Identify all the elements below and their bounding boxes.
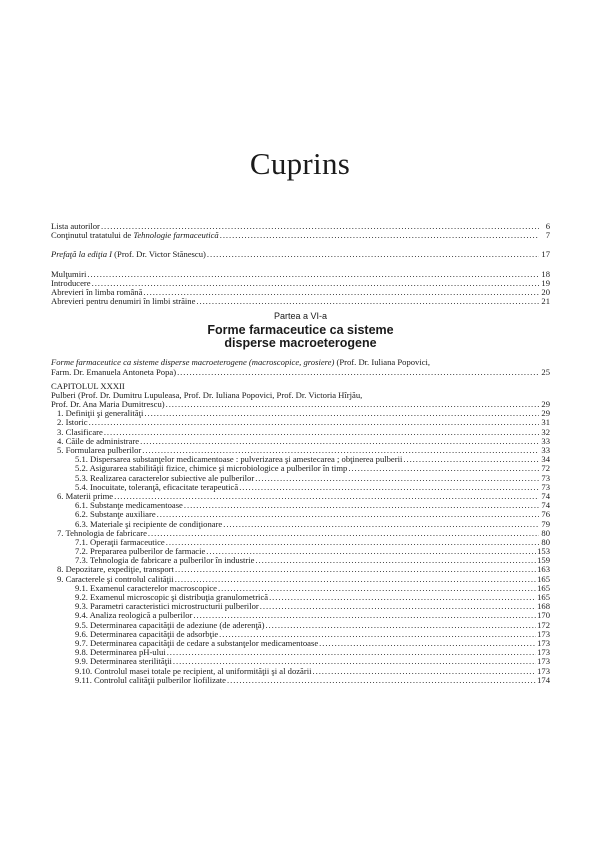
dot-leader (220, 231, 539, 240)
toc-entry-label: 4. Căile de administrare (57, 435, 140, 446)
dot-leader (196, 297, 539, 306)
dot-leader (175, 575, 536, 584)
chapter-entries (51, 409, 550, 685)
toc-entry-label: 6.3. Materiale şi recipiente de condiţionare (75, 518, 223, 529)
dot-leader (207, 250, 539, 259)
toc-entry-page: 31 (541, 417, 550, 428)
toc-entry-label: 9.6. Determinarea capacităţii de adsorbţie (75, 628, 219, 639)
toc-entry-label: 6. Materii prime (57, 490, 114, 501)
toc-entry-page: 165 (537, 582, 550, 593)
toc-entry-page: 6 (545, 221, 550, 231)
part-intro-line: Forme farmaceutice ca sisteme disperse macroeterogene (macroscopice, grosiere) (Prof. Dr. Iuliana Popovici, (51, 357, 431, 368)
toc-entry-label: Farm. Dr. Emanuela Antoneta Popa) (51, 366, 177, 377)
toc-entry-label: 5.1. Dispersarea substanţelor medicamentoase : pulverizarea şi amestecarea ; obţinerea pulberii (75, 454, 403, 465)
toc-entry-page: 80 (541, 527, 550, 538)
toc-entry-label: 5.2. Asigurarea stabilităţii fizice, chimice şi microbiologice a pulberilor în timp (75, 463, 348, 474)
toc-entry-label: 8. Depozitare, expediţie, transport (57, 564, 174, 575)
toc-entry (51, 409, 550, 418)
toc-entry-page: 173 (537, 656, 550, 667)
toc-entry-label: 7.1. Operaţii farmaceutice (75, 536, 165, 547)
toc-entry-page: 20 (541, 286, 550, 297)
toc-entry-page: 173 (537, 637, 550, 648)
dot-leader (319, 639, 536, 648)
dot-leader (144, 409, 539, 418)
toc-entry-page: 29 (541, 408, 550, 419)
toc-entry-page: 73 (541, 481, 550, 492)
part-label: Partea a VI-a (273, 311, 328, 322)
toc-entry-label: 9. Caracterele şi controlul calităţii (57, 573, 174, 584)
dot-leader (140, 437, 539, 446)
toc-entry-page: 76 (541, 509, 550, 520)
toc-entry (51, 483, 550, 492)
toc-entry (51, 250, 550, 259)
dot-leader (92, 279, 539, 288)
toc-entry-label: Prof. Dr. Ana Maria Dumitrescu) (51, 399, 165, 410)
toc-entry (51, 418, 550, 427)
dot-leader (177, 368, 539, 377)
toc-entry-page: 80 (541, 536, 550, 547)
toc-entry-page: 21 (541, 296, 550, 307)
toc-entry-page: 19 (541, 277, 550, 288)
toc-entry-page: 33 (541, 435, 550, 446)
toc-entry-label: 5.3. Realizarea caracterelor subiective ale pulberilor (75, 472, 255, 483)
toc-entry-page: 18 (541, 268, 550, 279)
page-title: Cuprins (249, 146, 351, 181)
toc-entry-page: 173 (537, 647, 550, 658)
toc-entry-page: 174 (537, 674, 550, 685)
toc-entry-page: 72 (541, 463, 550, 474)
toc-entry-page: 73 (541, 472, 550, 483)
toc-entry-label: 6.2. Substanţe auxiliare (75, 509, 156, 520)
toc-entry-page: 168 (537, 601, 550, 612)
spacer (51, 260, 550, 270)
toc-entry-page: 159 (537, 555, 550, 566)
toc-entry (51, 368, 550, 377)
toc-entry-page: 74 (541, 500, 550, 511)
toc-entry-label: 9.1. Examenul caracterelor macroscopice (75, 582, 217, 593)
toc-entry-page: 172 (537, 619, 550, 630)
toc-entry-label: 9.3. Parametri caracteristici microstructurii pulberilor (75, 601, 259, 612)
table-of-contents (51, 222, 550, 685)
dot-leader (184, 501, 539, 510)
toc-entry-page: 79 (541, 518, 550, 529)
toc-entry-label: Abrevieri în limba română (51, 286, 143, 297)
chapter-title-line: Pulberi (Prof. Dr. Dumitru Lupuleasa, Prof. Dr. Iuliana Popovici, Prof. Dr. Victoria Hîrjău, (51, 389, 363, 400)
chapter-label: CAPITOLUL XXXII (51, 380, 125, 391)
dot-leader (260, 602, 536, 611)
toc-entry-label: 9.11. Controlul calităţii pulberilor liofilizate (75, 674, 226, 685)
dot-leader (313, 667, 537, 676)
toc-entry-label: 9.9. Determinarea sterilităţii (75, 656, 172, 667)
toc-entry-label: 5. Formularea pulberilor (57, 445, 142, 455)
toc-entry-label: 5.4. Inocuitate, toleranţă, eficacitate terapeutică (75, 481, 239, 492)
toc-entry (51, 297, 550, 306)
toc-entry-page: 165 (537, 592, 550, 602)
toc-entry-label: 7.3. Tehnologia de fabricare a pulberilor în industrie (75, 555, 255, 566)
toc-entry-label: Prefaţă la ediţia I (Prof. Dr. Victor Stănescu) (51, 249, 206, 260)
toc-entry-label: Mulţumiri (51, 268, 87, 279)
dot-leader (403, 455, 539, 464)
toc-entry-page: 7 (545, 230, 550, 241)
dot-leader (255, 474, 539, 483)
dot-leader (148, 529, 539, 538)
toc-entry-label: 9.5. Determinarea capacităţii de adeziune (de aderenţă) (75, 619, 265, 630)
dot-leader (143, 288, 539, 297)
toc-entry-page: 170 (537, 610, 550, 621)
toc-entry-label: 9.4. Analiza reologică a pulberilor (75, 610, 193, 621)
toc-entry-page: 32 (541, 426, 550, 437)
toc-entry-label: 9.7. Determinarea capacităţii de cedare a substanţelor medicamentoase (75, 637, 319, 648)
toc-entry-label: 9.8. Determinarea pH-ului (75, 647, 166, 658)
dot-leader (223, 520, 539, 529)
toc-entry-page: 165 (537, 573, 550, 584)
toc-entry-label: 6.1. Substanţe medicamentoase (75, 500, 183, 511)
toc-entry-page: 33 (541, 445, 550, 455)
toc-entry-label: 9.2. Examenul microscopic şi distribuţia granulometrică (75, 592, 269, 602)
toc-entry-page: 74 (541, 490, 550, 501)
toc-entry-label: 2. Istoric (57, 417, 88, 428)
dot-leader (166, 538, 539, 547)
toc-entry-page: 163 (537, 564, 550, 575)
toc-entry-label: Introducere (51, 277, 91, 288)
dot-leader (167, 648, 536, 657)
toc-entry-page: 173 (537, 628, 550, 639)
toc-entry-label: Abrevieri pentru denumiri în limbi străine (51, 296, 196, 307)
part-title-line: disperse macroeterogene (224, 336, 377, 351)
toc-entry-page: 25 (541, 366, 550, 377)
dot-leader (175, 565, 536, 574)
part-title-line: Forme farmaceutice ca sisteme (207, 323, 394, 338)
toc-entry (51, 270, 550, 279)
dot-leader (227, 676, 536, 685)
part-title (51, 324, 550, 350)
toc-entry (51, 231, 550, 240)
toc-entry-page: 17 (541, 249, 550, 260)
dot-leader (348, 464, 539, 473)
toc-entry-page: 173 (537, 665, 550, 676)
toc-entry-page: 34 (541, 454, 550, 465)
toc-entry-page: 29 (541, 399, 550, 410)
toc-entry-label: 9.10. Controlul masei totale pe recipient, al uniformităţii şi al dozării (75, 665, 312, 676)
toc-entry (51, 676, 550, 685)
dot-leader (265, 621, 536, 630)
toc-entry-label: Lista autorilor (51, 221, 100, 231)
toc-entry-label: 7. Tehnologia de fabricare (57, 527, 147, 538)
dot-leader (255, 556, 536, 565)
toc-entry-label: 7.2. Prepararea pulberilor de farmacie (75, 546, 206, 557)
dot-leader (89, 418, 539, 427)
dot-leader (206, 547, 536, 556)
toc-entry-label: Conţinutul tratatului de Tehnologie farmaceutică (51, 230, 219, 241)
toc-entry-label: 1. Definiţii şi generalităţi (57, 408, 144, 419)
toc-entry-page: 153 (537, 546, 550, 557)
dot-leader (104, 428, 539, 437)
dot-leader (269, 593, 536, 602)
dot-leader (87, 270, 539, 279)
dot-leader (166, 400, 539, 409)
toc-entry-label: 3. Clasificare (57, 426, 103, 437)
dot-leader (239, 483, 539, 492)
